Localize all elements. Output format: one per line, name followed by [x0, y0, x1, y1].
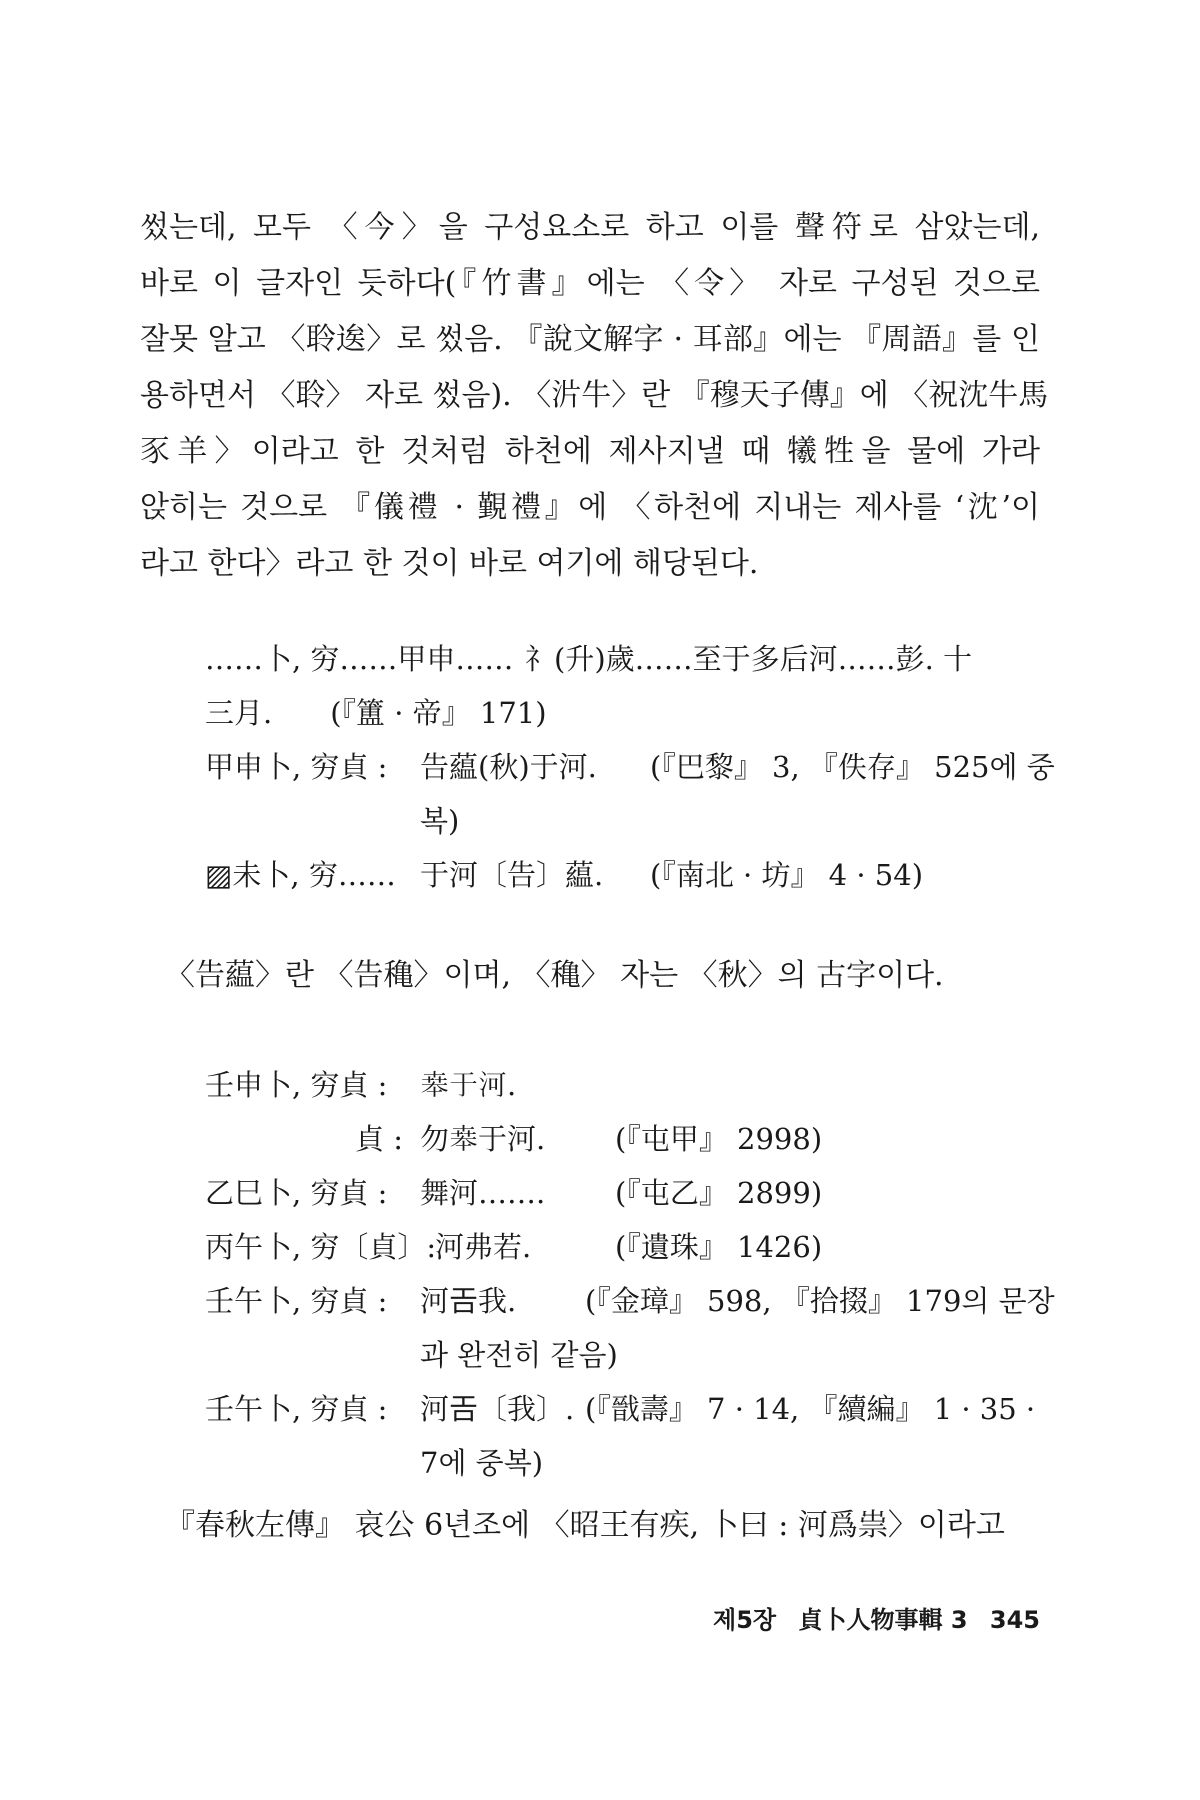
- inscription-text: 𠦪于河.: [420, 1068, 517, 1102]
- inscription-row: [205, 1112, 1035, 1166]
- footer-title: 貞卜人物事輯 3: [798, 1606, 968, 1634]
- paragraph-line: 豕羊〉이라고 한 것처럼 하천에 제사지낼 때 犧牲을 물에 가라: [140, 434, 1040, 469]
- inscription-continuation: 복): [420, 804, 460, 838]
- inscription-row: [205, 848, 1035, 902]
- paragraph-line: 바로 이 글자인 듯하다(『竹書』에는 〈令〉 자로 구성된 것으로: [140, 266, 1040, 301]
- inscription-row: [205, 1058, 1035, 1112]
- paragraph-line: 앉히는 것으로 『儀禮 · 覲禮』에 〈하천에 지내는 제사를 ‘沈’이: [140, 490, 1040, 525]
- paragraph-line: 잘못 알고 〈聆逘〉로 썼음. 『說文解字 · 耳部』에는 『周語』를 인: [140, 322, 1040, 357]
- inscription-row-continuation: [205, 686, 1035, 740]
- inscription-continuation: 三月. (『簠 · 帝』 171): [205, 696, 547, 730]
- paragraph-2: 〈告藴〉란 〈告穐〉이며, 〈穐〉 자는 〈秋〉의 古字이다.: [165, 958, 944, 993]
- inscription-block-1: [205, 632, 1055, 902]
- inscription-row: [205, 632, 1035, 686]
- inscription-label: ▨未卜, 穷……: [205, 858, 396, 892]
- inscription-text: 勿𠦪于河.: [420, 1122, 546, 1156]
- inscription-text: 河弗若.: [435, 1230, 532, 1264]
- inscription-citation: (『遺珠』 1426): [615, 1230, 823, 1264]
- inscription-row-continuation: [205, 794, 1035, 848]
- inscription-label: 丙午卜, 穷〔貞〕:: [205, 1230, 437, 1264]
- page-number: 345: [989, 1606, 1040, 1634]
- inscription-label: 壬午卜, 穷貞 :: [205, 1284, 388, 1318]
- paragraph-line: 썼는데, 모두 〈今〉을 구성요소로 하고 이를 聲符로 삼았는데,: [140, 210, 1040, 245]
- inscription-label: 壬申卜, 穷貞 :: [205, 1068, 388, 1102]
- inscription-citation: (『屯乙』 2899): [615, 1176, 823, 1210]
- inscription-continuation: 과 완전히 같음): [420, 1338, 618, 1372]
- inscription-label: 乙巳卜, 穷貞 :: [205, 1176, 388, 1210]
- inscription-text: 告藴(秋)于河.: [420, 750, 597, 784]
- paragraph-3: 『春秋左傳』 哀公 6년조에 〈昭王有疾, 卜曰 : 河爲祟〉이라고: [165, 1508, 1005, 1543]
- inscription-row: [205, 1382, 1035, 1436]
- inscription-label: ……卜, 穷……甲申……: [205, 642, 514, 676]
- inscription-text: 河𢀛〔我〕.: [420, 1392, 575, 1426]
- inscription-citation: (『戩壽』 7 · 14, 『續編』 1 · 35 ·: [585, 1392, 1036, 1426]
- inscription-text: 于河〔告〕藴.: [420, 858, 604, 892]
- inscription-citation: (『屯甲』 2998): [615, 1122, 823, 1156]
- inscription-row: [205, 1274, 1055, 1328]
- inscription-row: [205, 1220, 1035, 1274]
- page-footer: [699, 1600, 1040, 1635]
- inscription-citation: (『金璋』 598, 『拾掇』 179의 문장: [585, 1284, 1055, 1318]
- inscription-row: [205, 1166, 1035, 1220]
- inscription-label: 甲申卜, 穷貞 :: [205, 750, 388, 784]
- inscription-block-2: [205, 1058, 1055, 1490]
- inscription-text: 舞河…….: [420, 1176, 546, 1210]
- footer-chapter: 제5장: [713, 1606, 777, 1634]
- inscription-row-continuation: [205, 1328, 1035, 1382]
- inscription-label: 貞 :: [355, 1122, 403, 1156]
- inscription-text: 礻(升)歲……至于多后河……彭. 十: [525, 642, 973, 676]
- inscription-text: 河𢀛我.: [420, 1284, 517, 1318]
- inscription-continuation: 7에 중복): [420, 1446, 544, 1480]
- paragraph-1: [140, 200, 1049, 592]
- inscription-row-continuation: [205, 1436, 1035, 1490]
- paragraph-line: 용하면서 〈聆〉 자로 썼음). 〈沜牛〉란 『穆天子傳』에 〈祝沈牛馬: [140, 378, 1049, 413]
- inscription-citation: (『巴黎』 3, 『佚存』 525에 중: [650, 750, 1055, 784]
- paragraph-line: 라고 한다〉라고 한 것이 바로 여기에 해당된다.: [140, 546, 759, 581]
- inscription-label: 壬午卜, 穷貞 :: [205, 1392, 388, 1426]
- inscription-row: [205, 740, 1055, 794]
- inscription-citation: (『南北 · 坊』 4 · 54): [650, 858, 924, 892]
